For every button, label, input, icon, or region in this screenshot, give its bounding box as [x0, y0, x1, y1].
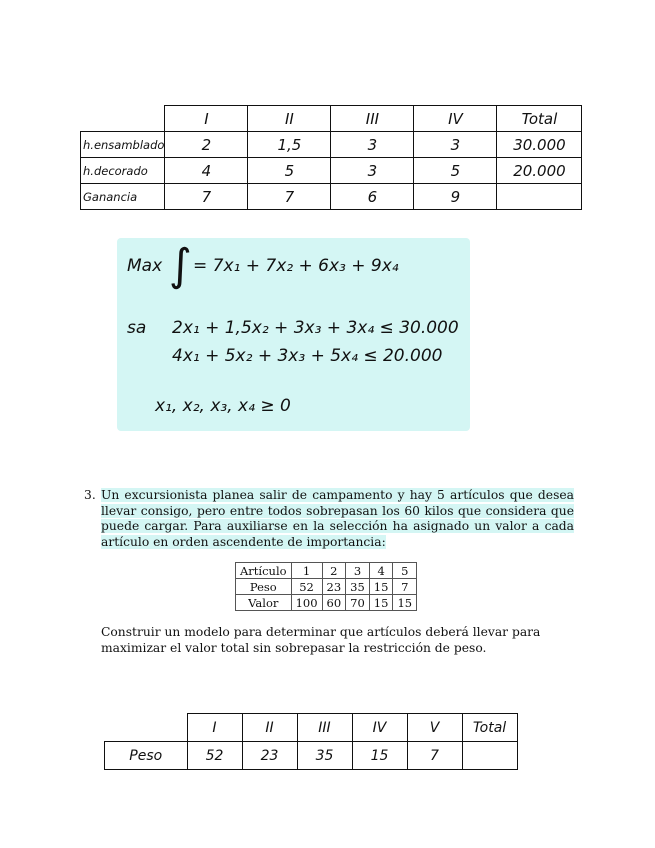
row-label: h.ensamblado — [81, 132, 165, 158]
corner-cell — [81, 106, 165, 132]
table-cell: 30.000 — [497, 132, 582, 158]
header-cell: 4 — [369, 563, 393, 579]
max-label: Max — [127, 256, 163, 276]
header-cell: III — [297, 714, 352, 742]
table-row — [81, 132, 582, 158]
header-cell: IV — [352, 714, 407, 742]
row-label: Ganancia — [81, 184, 165, 210]
table-cell — [462, 742, 517, 770]
table-cell: 5 — [414, 158, 497, 184]
row-label: h.decorado — [81, 158, 165, 184]
table-cell: 7 — [393, 579, 417, 595]
table-row — [105, 742, 518, 770]
objective-symbol: ∫ — [169, 240, 192, 291]
row-label: Peso — [105, 742, 188, 770]
table-row — [81, 158, 582, 184]
table-cell: 2 — [165, 132, 248, 158]
table-cell: 52 — [291, 579, 322, 595]
table-cell: 15 — [369, 595, 393, 611]
lp-model-box — [117, 238, 470, 431]
header-cell: II — [242, 714, 297, 742]
table-cell: 70 — [346, 595, 370, 611]
handwritten-table-weights — [104, 713, 518, 770]
table-row — [81, 184, 582, 210]
table-row — [236, 579, 417, 595]
problem-text: Un excursionista planea salir de campamento y hay 5 artículos que desea llevar consigo, pero entre todos sobrepasan los 60 kilos que considera que puede cargar. Para auxiliarse en la selección ha asignado un valor a cada artículo en orden ascendente de importancia: — [101, 488, 574, 550]
header-cell: IV — [414, 106, 497, 132]
table-header-row — [236, 563, 417, 579]
table-cell: 52 — [187, 742, 242, 770]
sa-label: sa — [127, 318, 147, 338]
table-cell: 9 — [414, 184, 497, 210]
table-cell: 20.000 — [497, 158, 582, 184]
row-label: Peso — [236, 579, 292, 595]
table-header-row — [81, 106, 582, 132]
table-cell: 4 — [165, 158, 248, 184]
header-cell: 5 — [393, 563, 417, 579]
table-header-row — [105, 714, 518, 742]
header-cell: III — [331, 106, 414, 132]
header-cell: Total — [462, 714, 517, 742]
table-cell: 3 — [414, 132, 497, 158]
table-cell: 5 — [248, 158, 331, 184]
problem-statement — [84, 488, 574, 551]
objective-function: = 7x₁ + 7x₂ + 6x₃ + 9x₄ — [193, 256, 399, 276]
header-cell: 2 — [322, 563, 346, 579]
table-cell: 3 — [331, 158, 414, 184]
table-cell: 35 — [346, 579, 370, 595]
problem-number: 3. — [84, 488, 96, 502]
table-cell: 23 — [322, 579, 346, 595]
table-cell: 15 — [393, 595, 417, 611]
header-cell: V — [407, 714, 462, 742]
table-cell: 15 — [369, 579, 393, 595]
table-cell: 3 — [331, 132, 414, 158]
header-cell: Artículo — [236, 563, 292, 579]
table-cell: 23 — [242, 742, 297, 770]
table-cell: 60 — [322, 595, 346, 611]
header-cell: 3 — [346, 563, 370, 579]
constraint-2: 4x₁ + 5x₂ + 3x₃ + 5x₄ ≤ 20.000 — [172, 346, 443, 366]
constraint-1: 2x₁ + 1,5x₂ + 3x₃ + 3x₄ ≤ 30.000 — [172, 318, 459, 338]
handwritten-table-production — [80, 105, 582, 210]
instruction-text: Construir un modelo para determinar que artículos deberá llevar para maximizar el valor total sin sobrepasar la restricción de peso. — [101, 625, 541, 655]
header-cell: II — [248, 106, 331, 132]
table-cell: 35 — [297, 742, 352, 770]
table-cell: 7 — [407, 742, 462, 770]
row-label: Valor — [236, 595, 292, 611]
table-cell: 6 — [331, 184, 414, 210]
table-row — [236, 595, 417, 611]
nonnegativity: x₁, x₂, x₃, x₄ ≥ 0 — [155, 396, 291, 416]
items-table — [235, 562, 417, 611]
table-cell: 15 — [352, 742, 407, 770]
table-cell — [497, 184, 582, 210]
table-cell: 1,5 — [248, 132, 331, 158]
table-cell: 7 — [248, 184, 331, 210]
header-cell: I — [187, 714, 242, 742]
header-cell: 1 — [291, 563, 322, 579]
corner-cell — [105, 714, 188, 742]
header-cell: I — [165, 106, 248, 132]
header-cell: Total — [497, 106, 582, 132]
table-cell: 7 — [165, 184, 248, 210]
table-cell: 100 — [291, 595, 322, 611]
